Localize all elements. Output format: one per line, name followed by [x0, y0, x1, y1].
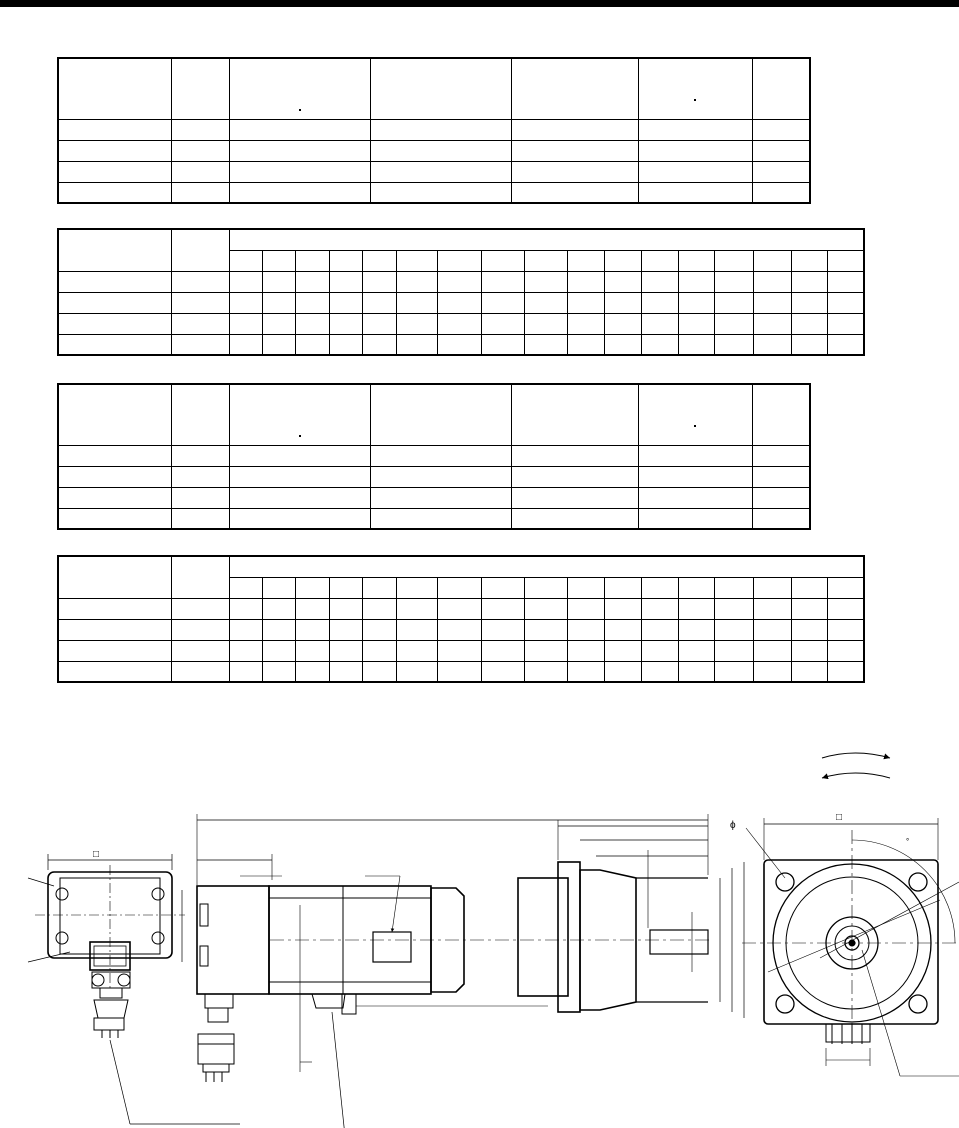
square-symbol-rear: □ — [93, 849, 100, 860]
header-bar — [0, 0, 959, 7]
rear-view — [28, 854, 240, 1124]
rotation-arrows — [822, 753, 890, 778]
table-row — [58, 619, 864, 640]
dimension-table-4 — [57, 555, 865, 683]
spec-table-1 — [57, 57, 811, 204]
table-row — [58, 334, 864, 355]
table-row — [58, 445, 810, 466]
table-row — [58, 292, 864, 313]
table-row — [58, 640, 864, 661]
table-row — [58, 487, 810, 508]
table-row — [58, 661, 864, 682]
diameter-symbol: ϕ — [730, 820, 736, 831]
front-view — [742, 818, 959, 1076]
table-row — [58, 271, 864, 292]
table-row — [58, 466, 810, 487]
dimension-table-2 — [57, 228, 865, 356]
table-row — [58, 508, 810, 529]
side-view — [197, 814, 744, 1128]
table-row — [58, 313, 864, 334]
square-symbol-front: □ — [836, 812, 843, 823]
spec-table-3 — [57, 383, 811, 530]
table-row — [58, 598, 864, 619]
degree-symbol: ° — [906, 837, 910, 846]
table-row — [58, 119, 810, 140]
table-row — [58, 140, 810, 161]
table-row — [58, 161, 810, 182]
motor-outline-drawing — [0, 700, 959, 1128]
table-row — [58, 182, 810, 203]
